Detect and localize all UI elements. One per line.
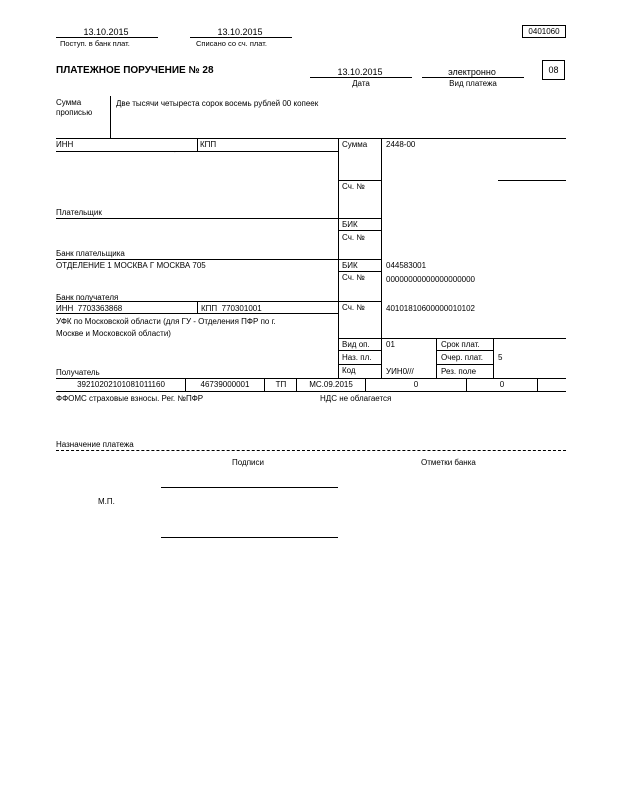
tax-bottom-line bbox=[56, 391, 566, 392]
purpose-text: ФФОМС страховые взносы. Рег. №ПФР bbox=[56, 394, 204, 403]
payee-bank-bik-label: БИК bbox=[342, 261, 358, 270]
amount-words-divider bbox=[110, 96, 111, 138]
order-label: Очер. плат. bbox=[441, 353, 484, 362]
column-divider-1 bbox=[338, 138, 339, 378]
payer-bank-bik-label: БИК bbox=[342, 220, 358, 229]
payee-label: Получатель bbox=[56, 368, 100, 377]
form-code: 0401060 bbox=[522, 25, 566, 38]
document-date-line bbox=[310, 77, 412, 78]
purpose-dashed-line bbox=[56, 450, 566, 451]
kbk-value: 39210202101081011160 bbox=[77, 380, 165, 389]
payee-account-label: Сч. № bbox=[342, 303, 365, 312]
payee-name-line1: УФК по Московской области (для ГУ - Отделения ПФР по г. bbox=[56, 317, 276, 326]
purpose-code-label: Наз. пл. bbox=[342, 353, 372, 362]
payee-kpp-value: 770301001 bbox=[221, 304, 262, 313]
payee-bottom-line bbox=[56, 378, 566, 379]
received-date-line bbox=[56, 37, 158, 38]
code-label: Код bbox=[342, 366, 356, 375]
signature-line-1 bbox=[161, 487, 338, 488]
column-divider-2 bbox=[381, 138, 382, 378]
payment-type-line bbox=[422, 77, 524, 78]
payee-bank-name: ОТДЕЛЕНИЕ 1 МОСКВА Г МОСКВА 705 bbox=[56, 261, 206, 270]
op-type-value: 01 bbox=[386, 340, 395, 349]
status-code: 08 bbox=[542, 60, 565, 80]
signature-line-2 bbox=[161, 537, 338, 538]
amount-words-label-2: прописью bbox=[56, 108, 93, 117]
amount-words-bottom-line bbox=[56, 138, 566, 139]
payer-sum-value: 2448-00 bbox=[386, 140, 416, 149]
op-top-line bbox=[338, 338, 566, 339]
received-date: 13.10.2015 bbox=[83, 27, 129, 37]
payer-tick: ˙ bbox=[174, 150, 177, 159]
payer-bik-line bbox=[338, 230, 382, 231]
tax-divider-6 bbox=[537, 378, 538, 391]
payee-name-line2: Москве и Московской области) bbox=[56, 329, 171, 338]
amount-words-value: Две тысячи четыреста сорок восемь рублей 00 копеек bbox=[116, 99, 319, 108]
debited-date: 13.10.2015 bbox=[217, 27, 263, 37]
order-value: 5 bbox=[498, 353, 503, 362]
payee-bank-label: Банк получателя bbox=[56, 293, 119, 302]
op-divider-2 bbox=[493, 338, 494, 378]
payee-bik-line bbox=[338, 271, 382, 272]
payee-bank-account-label: Сч. № bbox=[342, 273, 365, 282]
debited-date-line bbox=[190, 37, 292, 38]
payee-inn-line bbox=[56, 313, 339, 314]
sum-right-line bbox=[498, 180, 566, 181]
payee-account-value: 40101810600000010102 bbox=[386, 304, 475, 313]
op-type-label: Вид оп. bbox=[342, 340, 370, 349]
op-line-1a bbox=[338, 350, 382, 351]
doc-date-value: 0 bbox=[499, 380, 505, 389]
period-value: МС.09.2015 bbox=[309, 380, 353, 389]
payer-kpp-label: КПП bbox=[200, 140, 217, 149]
code-value: УИН0/// bbox=[386, 367, 414, 376]
payer-sum-label: Сумма bbox=[342, 140, 368, 149]
payment-type: электронно bbox=[448, 67, 496, 77]
document-date: 13.10.2015 bbox=[337, 67, 383, 77]
payee-bank-account-value: 00000000000000000000 bbox=[386, 275, 475, 284]
doc-number-value: 0 bbox=[413, 380, 419, 389]
payee-bank-bik-value: 044583001 bbox=[386, 261, 427, 270]
oktmo-value: 46739000001 bbox=[200, 380, 250, 389]
payer-account-label: Сч. № bbox=[342, 182, 365, 191]
payee-bank-bottom-line bbox=[56, 301, 382, 302]
payer-inn-line bbox=[56, 151, 339, 152]
received-date-label: Поступ. в банк плат. bbox=[60, 39, 130, 48]
payer-bank-account-label: Сч. № bbox=[342, 233, 365, 242]
op-divider-1 bbox=[436, 338, 437, 378]
payee-inn-label: ИНН bbox=[56, 304, 74, 313]
payer-bottom-line bbox=[56, 218, 382, 219]
payer-bank-label: Банк плательщика bbox=[56, 249, 125, 258]
payer-inn-label: ИНН bbox=[56, 140, 74, 149]
payer-label: Плательщик bbox=[56, 208, 102, 217]
payee-kpp-label: КПП bbox=[201, 304, 218, 313]
sum-bottom-line bbox=[338, 180, 382, 181]
purpose-label: Назначение платежа bbox=[56, 440, 134, 449]
pay-term-label: Срок плат. bbox=[441, 340, 480, 349]
payment-type-label: Вид платежа bbox=[449, 79, 497, 88]
document-title: ПЛАТЕЖНОЕ ПОРУЧЕНИЕ № 28 bbox=[56, 65, 214, 76]
amount-words-label-1: Сумма bbox=[56, 98, 82, 107]
payer-inn-kpp-divider bbox=[197, 138, 198, 152]
payee-inn-value: 7703363868 bbox=[77, 304, 123, 313]
reserve-label: Рез. поле bbox=[441, 367, 477, 376]
purpose-vat: НДС не облагается bbox=[320, 394, 392, 403]
op-line-2a bbox=[338, 364, 382, 365]
op-line-1b bbox=[436, 350, 494, 351]
basis-value: ТП bbox=[275, 380, 287, 389]
op-line-2b bbox=[436, 364, 494, 365]
document-date-label: Дата bbox=[352, 79, 370, 88]
bank-marks-label: Отметки банка bbox=[421, 458, 476, 467]
debited-date-label: Списано со сч. плат. bbox=[196, 39, 267, 48]
signatures-label: Подписи bbox=[232, 458, 264, 467]
stamp-label: М.П. bbox=[98, 497, 115, 506]
payer-bank-bottom-line bbox=[56, 259, 382, 260]
